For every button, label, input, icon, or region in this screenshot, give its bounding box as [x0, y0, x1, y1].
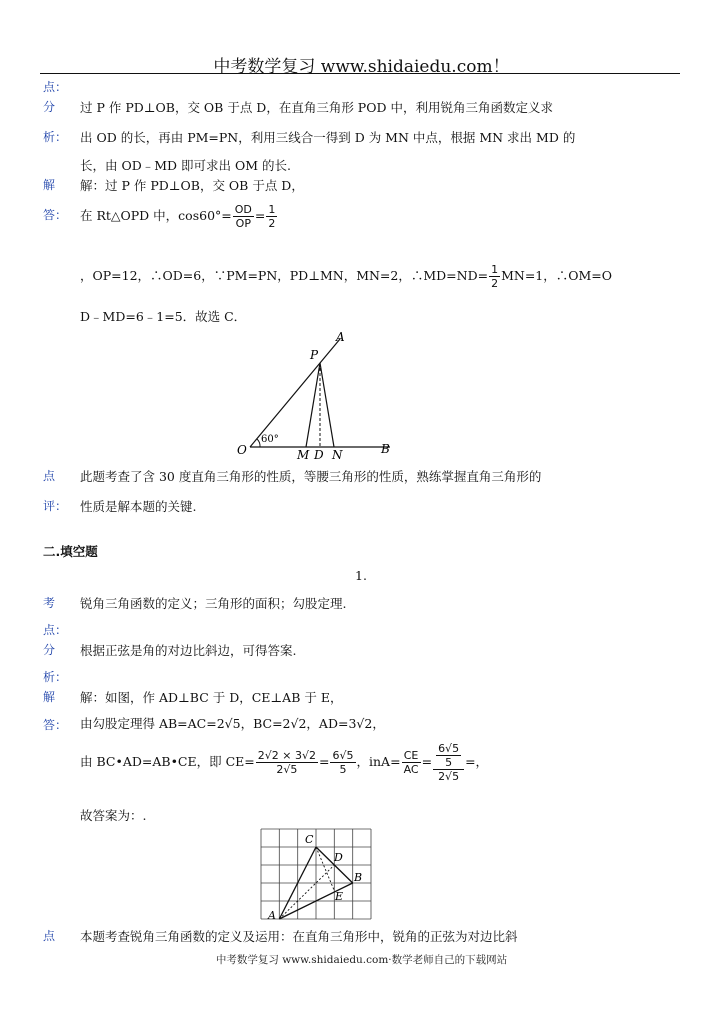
- fraction-compound: [433, 742, 464, 783]
- label-fenxi-2: 析：: [43, 130, 68, 144]
- question-number: 1.: [355, 568, 367, 583]
- equals-sign: =: [421, 754, 433, 769]
- solution-line-1: 解：过 P 作 PD⊥OB，交 OB 于点 D，: [80, 178, 304, 193]
- angle-label: 60°: [261, 434, 279, 445]
- solution-line-2: 由勾股定理得 AB=AC=2√5，BC=2√2，AD=3√2，: [80, 716, 385, 731]
- label-jieda-2: 答：: [43, 208, 68, 222]
- analysis-line-1: 过 P 作 PD⊥OB，交 OB 于点 D，在直角三角形 POD 中，利用锐角三角函数定义求: [80, 100, 553, 115]
- label-kaodian-2: 点：: [43, 623, 68, 637]
- fraction-numerator: [433, 742, 464, 770]
- solution-line-3: [80, 742, 488, 783]
- fraction-denominator: OP: [235, 217, 251, 230]
- kaodian-text: 锐角三角函数的定义；三角形的面积；勾股定理.: [80, 596, 347, 611]
- label-a: A: [336, 330, 345, 344]
- label-c: C: [305, 833, 314, 846]
- section-title: 二.填空题: [43, 544, 98, 559]
- fraction-denominator: 5: [445, 756, 453, 769]
- fraction-ce: [256, 749, 318, 776]
- solution-3-tail: MN=1，∴OM=O: [501, 268, 613, 283]
- fraction-numerator: 1: [491, 263, 499, 276]
- segment-ad: [279, 865, 334, 919]
- label-dianping: 点: [43, 929, 56, 943]
- label-fenxi-2: 析：: [43, 670, 68, 684]
- figure-isosceles-triangle: [228, 325, 408, 460]
- fraction-od-op: [233, 203, 254, 230]
- label-e: E: [335, 890, 344, 903]
- label-a: A: [268, 909, 276, 921]
- line-oa: [250, 339, 340, 447]
- analysis-line-2: 出 OD 的长，再由 PM=PN，利用三线合一得到 D 为 MN 中点，根据 MN 求出 MD 的: [80, 130, 576, 145]
- fraction-numerator: 6√5: [332, 749, 354, 762]
- fraction-one-half: [489, 263, 500, 290]
- label-kaodian-end: 点：: [43, 80, 68, 94]
- label-dianping: 点: [43, 469, 56, 483]
- fraction-numerator: 6√5: [438, 742, 460, 755]
- fraction-numerator: CE: [402, 749, 421, 763]
- label-jieda: 解: [43, 178, 56, 192]
- label-jieda: 解: [43, 690, 56, 704]
- fraction-denominator: 2√5: [438, 770, 460, 783]
- label-d: D: [314, 448, 324, 460]
- solution-3-tail: =，: [465, 754, 489, 769]
- fraction-numerator: OD: [234, 203, 252, 216]
- comment-line-1: 此题考查了含 30 度直角三角形的性质，等腰三角形的性质，熟练掌握直角三角形的: [80, 469, 542, 484]
- label-d: D: [334, 851, 343, 864]
- label-b: B: [381, 442, 390, 456]
- page-footer: 中考数学复习 www.shidaiedu.com·数学老师自己的下载网站: [215, 954, 508, 966]
- label-b: B: [354, 871, 363, 884]
- label-fenxi: 分: [43, 643, 56, 657]
- comment-line-2: 性质是解本题的关键.: [80, 499, 197, 514]
- label-dianping-2: 评：: [43, 499, 68, 513]
- figure-grid-triangle: [258, 827, 374, 921]
- solution-line-4: D﹣MD=6﹣1=5．故选 C．: [80, 309, 247, 324]
- fraction-inner: [436, 742, 461, 769]
- solution-line-1: 解：如图，作 AD⊥BC 于 D，CE⊥AB 于 E，: [80, 690, 343, 705]
- sin-label: ，inA=: [356, 754, 401, 769]
- line-pm: [306, 363, 320, 447]
- label-n: N: [332, 448, 343, 460]
- fraction-denominator: 2: [268, 217, 276, 230]
- solution-3-text: 由 BC•AD=AB•CE，即 CE=: [80, 754, 255, 769]
- label-kaodian: 考: [43, 596, 56, 610]
- fraction-denominator: 5: [339, 763, 347, 776]
- comment-line-1: 本题考查锐角三角函数的定义及运用：在直角三角形中，锐角的正弦为对边比斜: [80, 929, 518, 944]
- fraction-denominator: 2√5: [276, 763, 298, 776]
- header-rule: [40, 73, 680, 74]
- page-header: 中考数学复习 www.shidaiedu.com！: [213, 57, 510, 77]
- fraction-ce-ac: [402, 749, 421, 776]
- solution-line-2: [80, 203, 278, 230]
- solution-2-text: 在 Rt△OPD 中，cos60°=: [80, 208, 232, 223]
- line-pn: [320, 363, 334, 447]
- analysis-line-3: 长，由 OD﹣MD 即可求出 OM 的长.: [80, 158, 292, 173]
- equals-sign: =: [254, 208, 266, 223]
- label-o: O: [237, 443, 247, 457]
- fraction-numerator: 2√2 × 3√2: [257, 749, 316, 762]
- fenxi-text: 根据正弦是角的对边比斜边，可得答案.: [80, 643, 297, 658]
- fraction-one-half: [266, 203, 277, 230]
- answer-line: 故答案为：.: [80, 808, 147, 823]
- fraction-denominator: 2: [491, 277, 499, 290]
- solution-3-text: ，OP=12，∴OD=6，∵PM=PN，PD⊥MN，MN=2，∴MD=ND=: [80, 268, 489, 283]
- equals-sign: =: [319, 754, 330, 769]
- label-m: M: [297, 448, 310, 460]
- fraction-numerator: 1: [268, 203, 276, 216]
- solution-line-3: [80, 263, 612, 290]
- label-jieda-2: 答：: [43, 718, 68, 732]
- fraction-ce-value: [330, 749, 355, 776]
- label-fenxi: 分: [43, 100, 56, 114]
- label-p: P: [310, 348, 319, 362]
- fraction-denominator: AC: [403, 763, 419, 776]
- angle-arc: [257, 439, 260, 447]
